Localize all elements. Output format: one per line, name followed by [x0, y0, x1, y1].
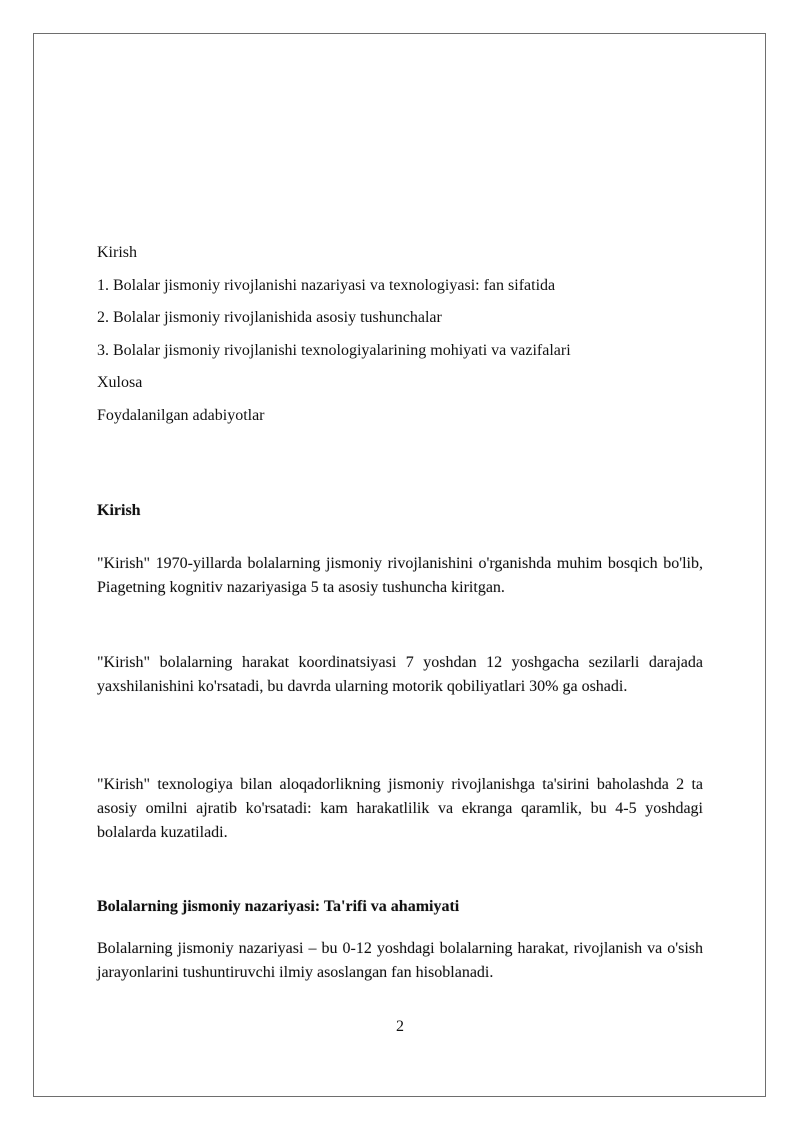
- page-number: 2: [396, 1018, 404, 1035]
- toc-item-references: Foydalanilgan adabiyotlar: [97, 406, 265, 424]
- intro-heading: Kirish: [97, 502, 141, 519]
- toc-item-2: 2. Bolalar jismoniy rivojlanishida asosiy tushunchalar: [97, 309, 442, 326]
- intro-paragraph-1: "Kirish" 1970-yillarda bolalarning jismoniy rivojlanishini o'rganishda muhim bosqich bo'lib, Piagetning kognitiv nazariyasiga 5 ta asosiy tushuncha kiritgan.: [97, 555, 703, 596]
- section-heading: Bolalarning jismoniy nazariyasi: Ta'rifi va ahamiyati: [97, 898, 460, 915]
- toc-item-3: 3. Bolalar jismoniy rivojlanishi texnologiyalarining mohiyati va vazifalari: [97, 341, 571, 359]
- toc-item-intro: Kirish: [97, 244, 137, 261]
- section-paragraph: Bolalarning jismoniy nazariyasi – bu 0-12 yoshdagi bolalarning harakat, rivojlanish va o'sish jarayonlarini tushuntiruvchi ilmiy asoslangan fan hisoblanadi.: [97, 940, 703, 981]
- table-of-contents: [97, 241, 703, 436]
- toc-item-1: 1. Bolalar jismoniy rivojlanishi nazariyasi va texnologiyasi: fan sifatida: [97, 276, 556, 294]
- intro-paragraph-3: "Kirish" texnologiya bilan aloqadorlikning jismoniy rivojlanishga ta'sirini baholashda 2 ta asosiy omilni ajratib ko'rsatadi: kam harakatlilik va ekranga qaramlik, bu 4-5 yoshdagi bolalarda kuzatiladi.: [97, 776, 703, 841]
- intro-paragraph-2: "Kirish" bolalarning harakat koordinatsiyasi 7 yoshdan 12 yoshgacha sezilarli darajada yaxshilanishini ko'rsatadi, bu davrda ularning motorik qobiliyatlari 30% ga oshadi.: [97, 654, 703, 695]
- toc-item-conclusion: Xulosa: [97, 374, 143, 391]
